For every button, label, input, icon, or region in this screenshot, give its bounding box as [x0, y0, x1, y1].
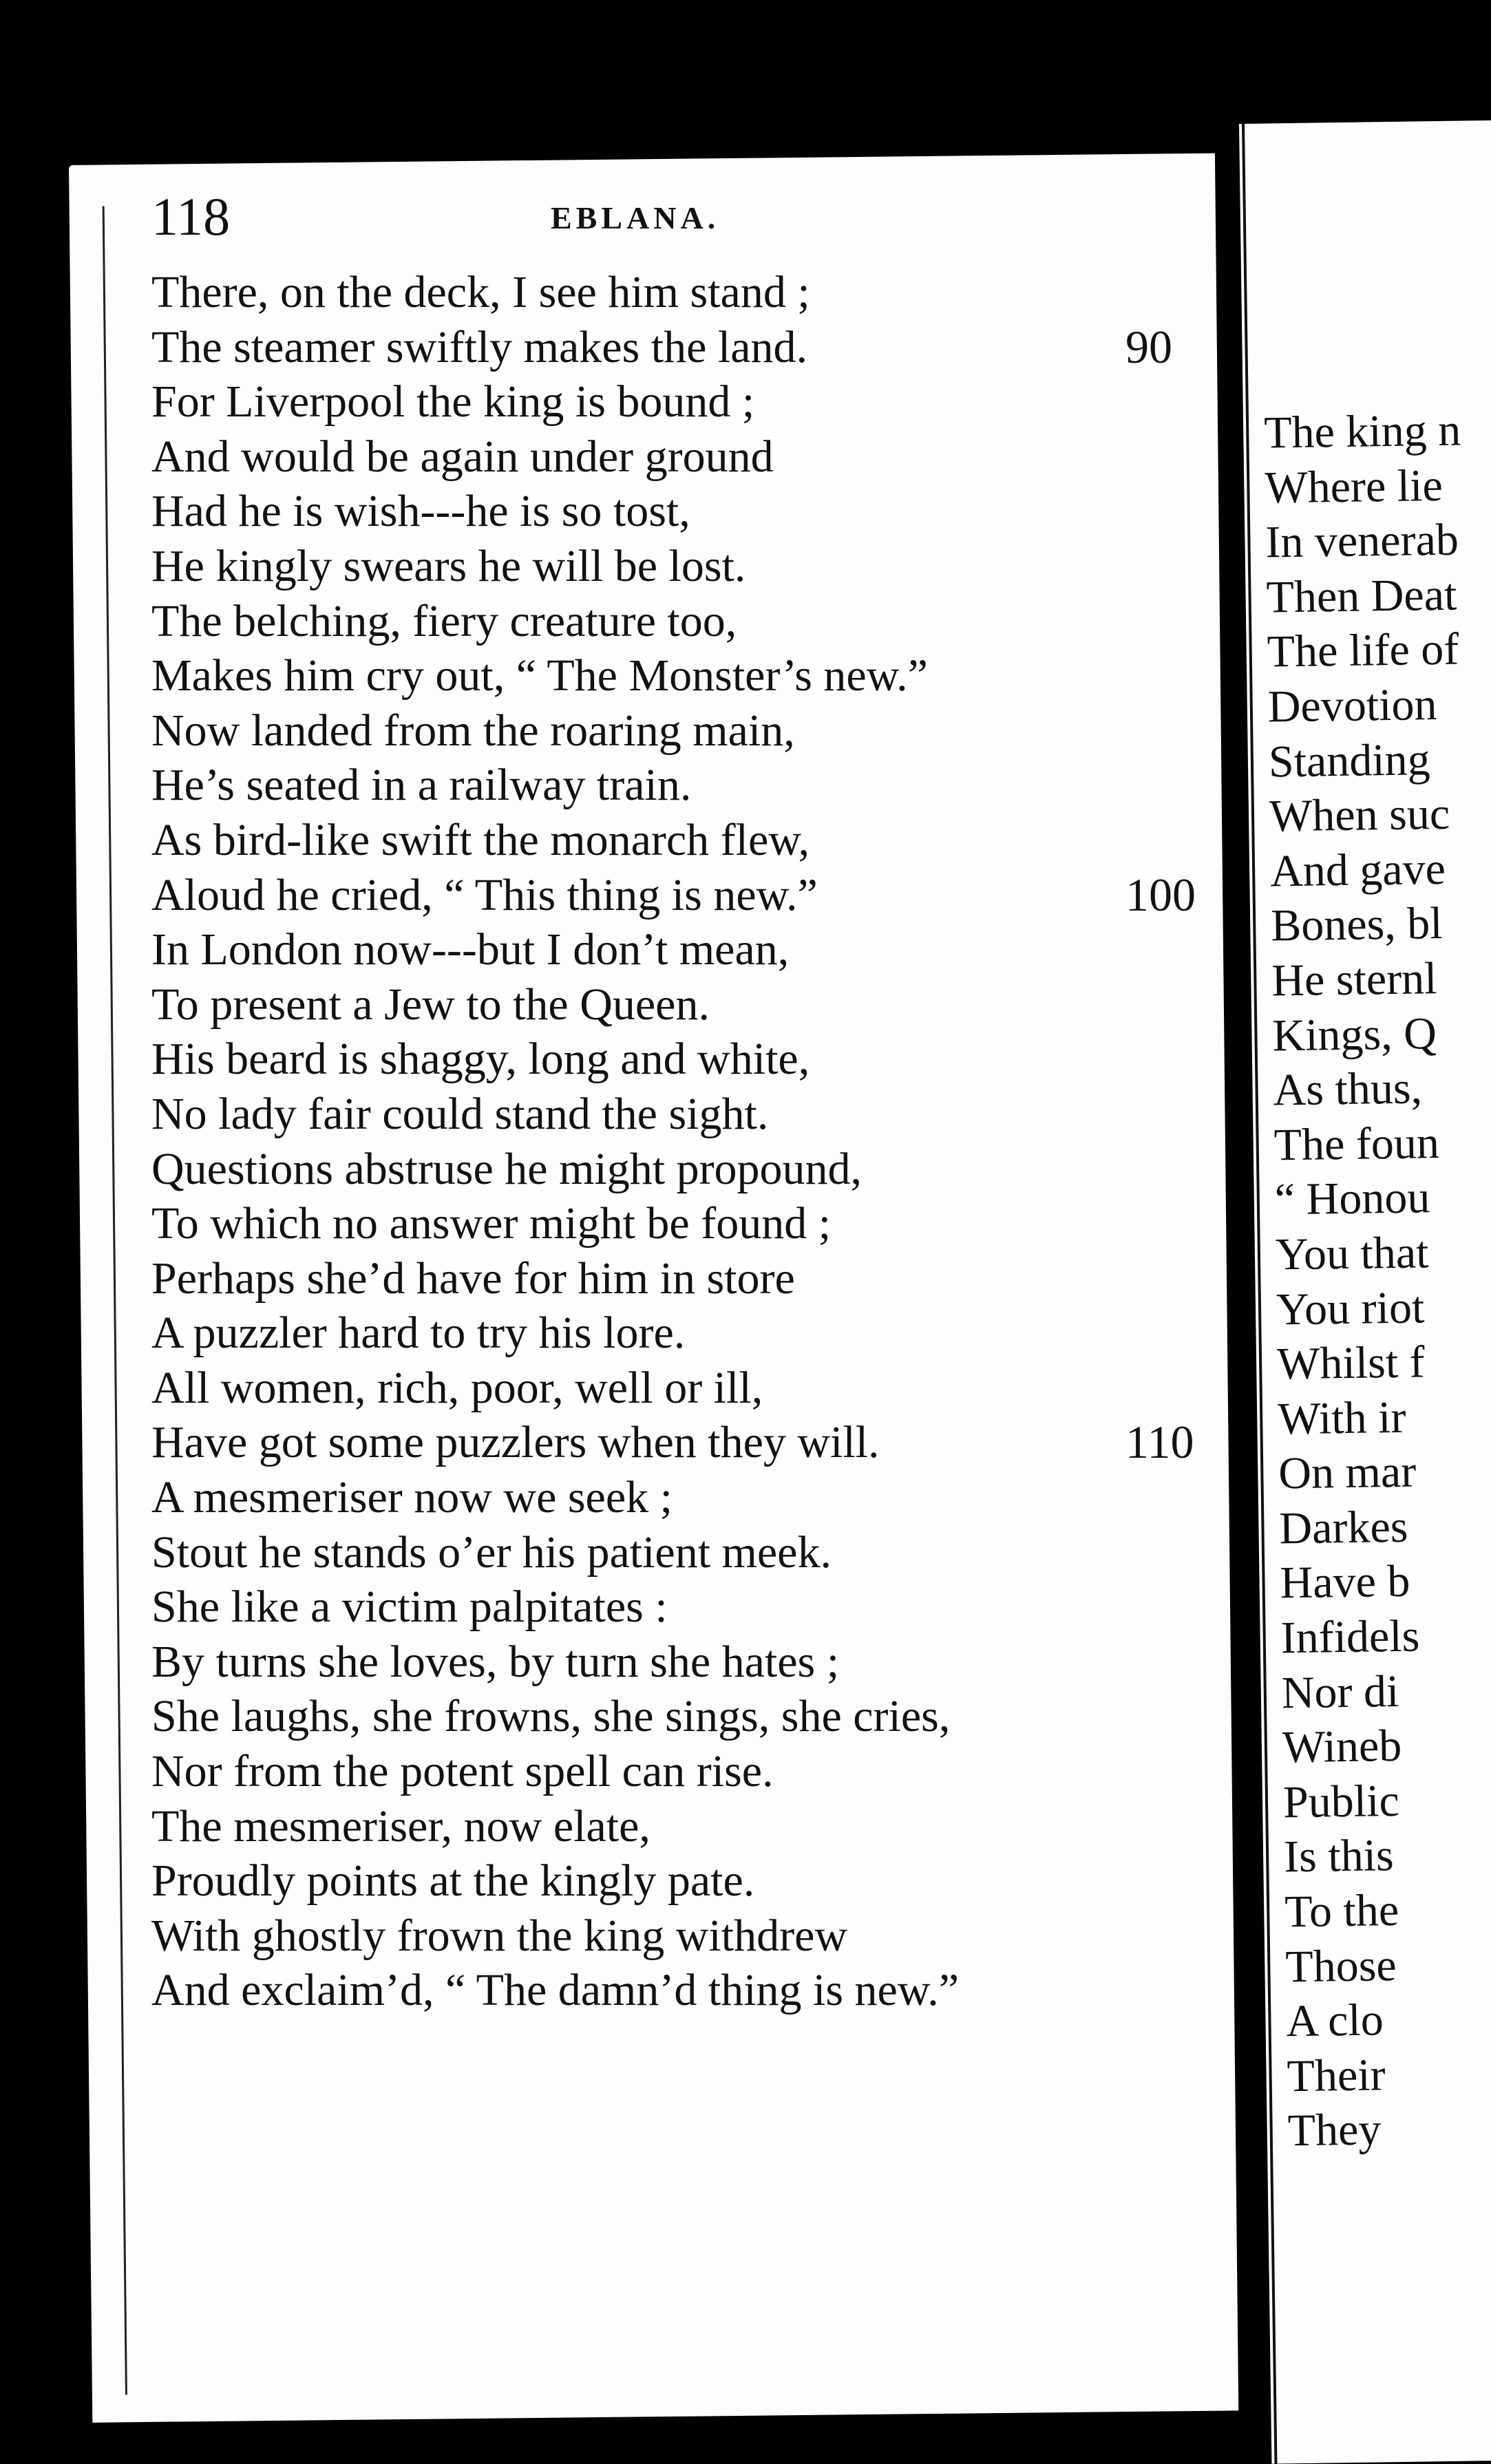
verse-line: [151, 922, 1184, 977]
verse-line-text: And exclaim’d, “ The damn’d thing is new.”: [151, 1965, 960, 2016]
right-verse-line: They: [1287, 2104, 1382, 2156]
verse-line-text: For Liverpool the king is bound ;: [151, 376, 755, 427]
verse-line: [151, 1032, 1184, 1087]
verse-line-text: A puzzler hard to try his lore.: [151, 1308, 686, 1359]
verse-line: [151, 1744, 1184, 1799]
right-verse-line: To the: [1284, 1885, 1399, 1937]
verse-line: [151, 1580, 1184, 1635]
verse-line-text: Now landed from the roaring main,: [151, 705, 795, 756]
verse-line: [151, 1196, 1184, 1251]
right-verse-line: A clo: [1285, 1995, 1384, 2047]
verse-line-text: In London now---but I don’t mean,: [151, 924, 790, 975]
verse-line-text: Stout he stands o’er his patient meek.: [151, 1527, 832, 1578]
right-verse-line: The life of: [1267, 624, 1459, 677]
verse-line-text: Perhaps she’d have for him in store: [151, 1253, 795, 1304]
right-verse-line: And gave: [1269, 843, 1446, 897]
right-verse-line: As thus,: [1273, 1063, 1423, 1116]
right-verse-line: Have b: [1280, 1556, 1410, 1608]
right-verse-line: The king n: [1263, 405, 1461, 458]
verse-line-text: With ghostly frown the king withdrew: [151, 1910, 848, 1961]
verse-line: [151, 265, 1184, 320]
right-verse-line: Those: [1284, 1940, 1397, 1992]
right-verse-line: Bones, bl: [1270, 898, 1444, 951]
verse-line: [151, 1251, 1184, 1306]
right-verse-line: Public: [1282, 1775, 1400, 1828]
right-verse-line: Where lie: [1264, 460, 1444, 513]
verse-line-text: There, on the deck, I see him stand ;: [151, 267, 810, 317]
page-header: [151, 186, 1046, 262]
verse-line-text: The mesmeriser, now elate,: [151, 1801, 651, 1851]
page-number: 118: [151, 187, 231, 246]
verse-line: [151, 758, 1184, 813]
verse-line-text: By turns she loves, by turn she hates ;: [151, 1636, 840, 1687]
verse-line-text: Makes him cry out, “ The Monster’s new.”: [151, 650, 928, 701]
right-verse-line: Standing: [1268, 734, 1431, 787]
verse-line-text: A mesmeriser now we seek ;: [151, 1472, 673, 1523]
right-verse-line: Wineb: [1282, 1721, 1402, 1773]
right-verse-line: Kings, Q: [1271, 1008, 1437, 1061]
verse-line: [151, 1635, 1184, 1690]
verse-line: [151, 1306, 1184, 1361]
verse-line-text: To present a Jew to the Queen.: [151, 979, 710, 1030]
right-verse-line: Devotion: [1267, 679, 1437, 732]
verse-line: [151, 1909, 1184, 1964]
verse-line-text: His beard is shaggy, long and white,: [151, 1034, 810, 1085]
verse-line: [151, 648, 1184, 703]
verse-line-text: The steamer swiftly makes the land.: [151, 321, 808, 372]
verse-line-text: To which no answer might be found ;: [151, 1198, 832, 1249]
verse-line-text: Nor from the potent spell can rise.: [151, 1746, 774, 1797]
verse-line: [151, 374, 1184, 429]
verse-line-text: Have got some puzzlers when they will.: [151, 1417, 880, 1468]
verse-line: [151, 1799, 1184, 1854]
verse-line-text: No lady fair could stand the sight.: [151, 1088, 769, 1139]
poem-verse: [151, 265, 1196, 2018]
verse-line: [151, 1142, 1184, 1197]
verse-line: [151, 868, 1196, 923]
verse-line-text: As bird-like swift the monarch flew,: [151, 814, 810, 865]
verse-line: [151, 484, 1184, 539]
verse-line: [151, 1854, 1184, 1909]
verse-line: [151, 1415, 1194, 1470]
right-verse-line: You riot: [1276, 1282, 1425, 1335]
verse-line: [151, 813, 1184, 868]
verse-line: [151, 594, 1184, 649]
verse-line-text: Had he is wish---he is so tost,: [151, 486, 690, 537]
running-head: EBLANA.: [551, 200, 720, 235]
verse-line-text: He kingly swears he will be lost.: [151, 540, 746, 591]
verse-line-text: All women, rich, poor, well or ill,: [151, 1362, 763, 1413]
verse-line: [151, 539, 1184, 594]
verse-line: [151, 429, 1184, 485]
right-verse-line: He sternl: [1271, 953, 1437, 1006]
verse-line: [151, 1963, 1184, 2018]
right-verse-line: On mar: [1278, 1446, 1417, 1499]
verse-line-text: Aloud he cried, “ This thing is new.”: [151, 869, 818, 920]
verse-line-text: The belching, fiery creature too,: [151, 595, 737, 646]
right-verse-line: Infidels: [1280, 1611, 1420, 1664]
right-page-verse: [1264, 403, 1491, 2159]
verse-line: [151, 1087, 1184, 1142]
right-verse-line: You that: [1275, 1227, 1429, 1280]
right-verse-line: “ Honou: [1274, 1172, 1430, 1225]
verse-line: [151, 1361, 1184, 1416]
right-verse-line: Is this: [1283, 1830, 1395, 1882]
verse-line-text: She like a victim palpitates :: [151, 1582, 668, 1633]
verse-line-text: Proudly points at the kingly pate.: [151, 1856, 755, 1907]
right-verse-line: With ir: [1277, 1392, 1406, 1445]
verse-line: [151, 1470, 1184, 1525]
verse-line-text: She laughs, she frowns, she sings, she cries,: [151, 1691, 951, 1742]
verse-line-text: He’s seated in a railway train.: [151, 760, 692, 811]
verse-line-text: Questions abstruse he might propound,: [151, 1143, 863, 1194]
verse-line: [151, 1689, 1184, 1744]
right-verse-line: Darkes: [1278, 1501, 1408, 1554]
right-verse-line: The foun: [1273, 1117, 1440, 1171]
verse-line-text: And would be again under ground: [151, 431, 774, 482]
line-number: 110: [1125, 1416, 1194, 1469]
right-verse-line: Their: [1287, 2050, 1386, 2102]
verse-line: [151, 1525, 1184, 1580]
line-number: 100: [1125, 868, 1196, 921]
line-number: 90: [1125, 320, 1172, 373]
right-verse-line: In venerab: [1265, 514, 1459, 568]
verse-line: [151, 320, 1184, 375]
right-page: [1239, 120, 1491, 2463]
right-verse-line: Nor di: [1281, 1666, 1399, 1719]
verse-line: [151, 977, 1184, 1032]
right-verse-line: Then Deat: [1266, 569, 1457, 623]
right-verse-line: When suc: [1269, 788, 1450, 842]
verse-line: [151, 703, 1184, 758]
right-verse-line: Whilst f: [1276, 1337, 1426, 1390]
